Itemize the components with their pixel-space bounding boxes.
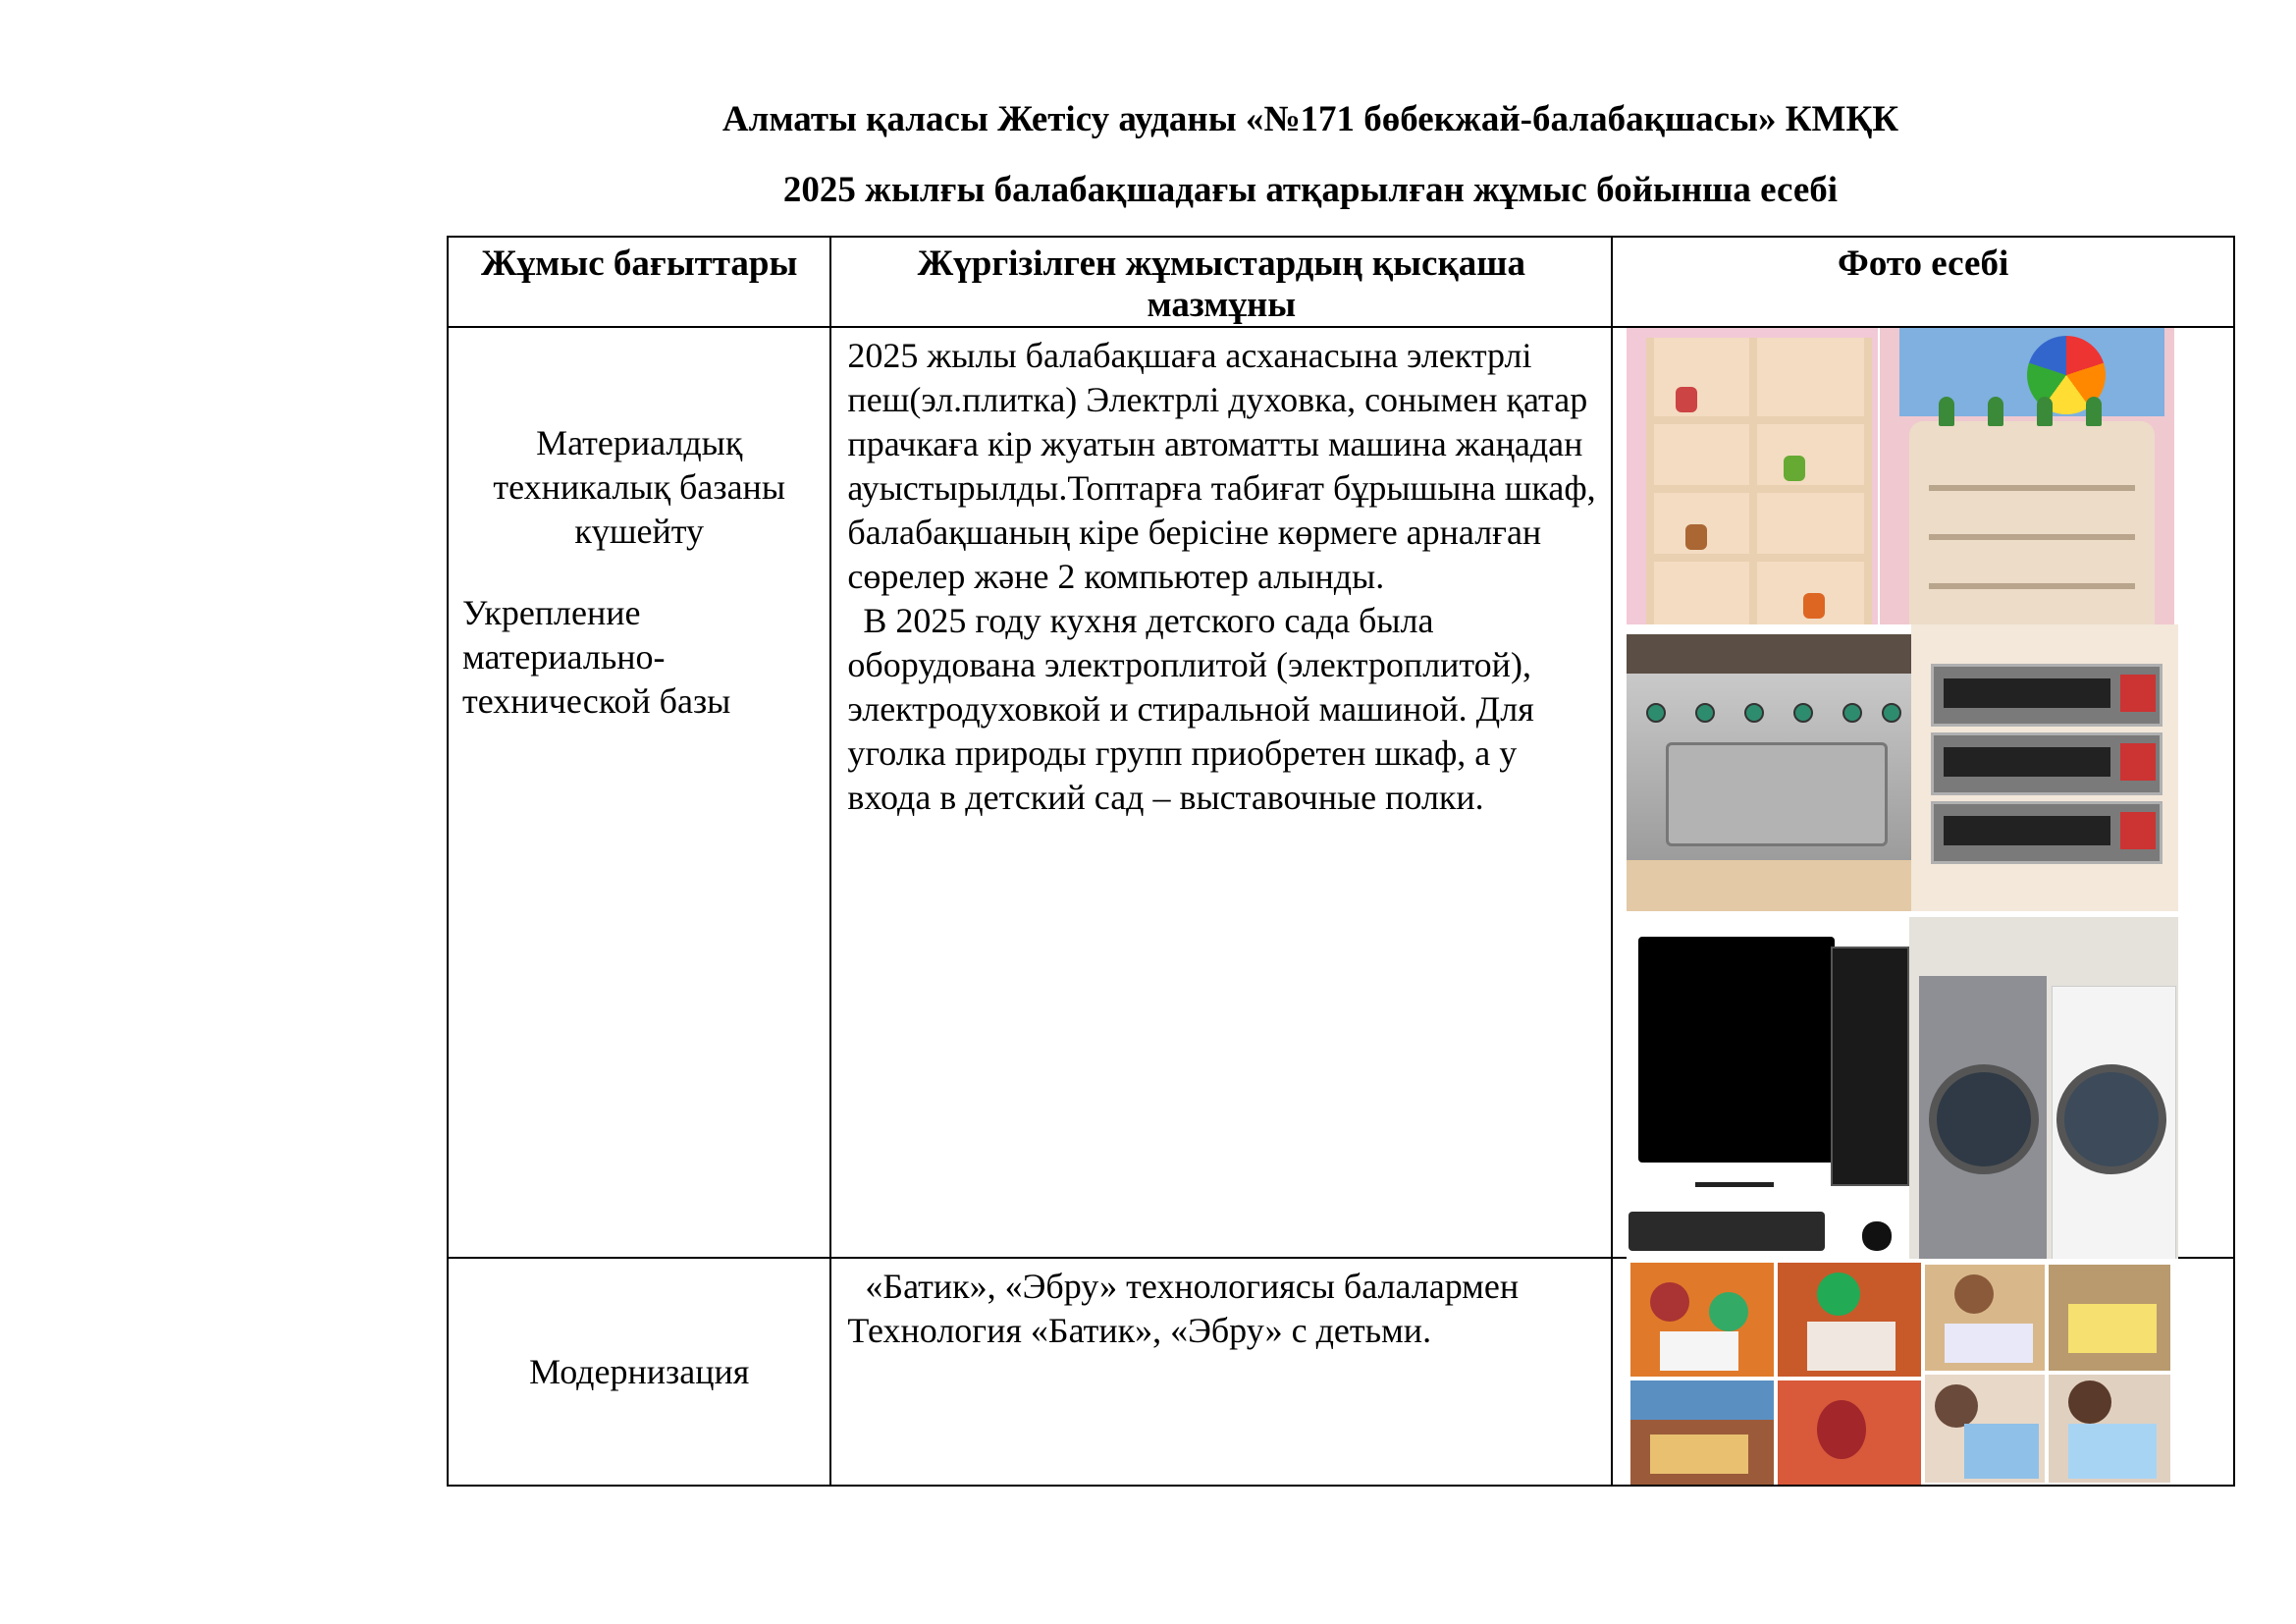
computer-photo <box>1627 917 1909 1259</box>
summary-ru: Технология «Батик», «Эбру» с детьми. <box>847 1311 1432 1350</box>
table-row <box>448 327 2234 1258</box>
summary-cell <box>830 327 1612 1258</box>
direction-cell <box>448 327 830 1258</box>
ebru-photo-collage <box>1925 1265 2170 1483</box>
electric-oven-photo <box>1911 624 2178 911</box>
shelves-photo <box>1627 328 1878 624</box>
report-table <box>447 236 2235 1487</box>
photo-cell <box>1612 327 2234 1258</box>
column-header-summary: Жүргізілген жұмыстардың қысқаша мазмұны <box>830 237 1612 327</box>
photo-cell <box>1612 1258 2234 1486</box>
column-header-photo: Фото есебі <box>1612 237 2234 327</box>
summary-kz: 2025 жылы балабақшаға асханасына электрлі пеш(эл.плитка) Электрлі духовка, сонымен қатар прачкаға кір жуатын автоматты машина жаңадан ауыстырылды.Топтарға табиғат бұрышына шкаф, балабақшаның кіре берісіне көрмеге арналған сөрелер және 2 компьютер алынды. <box>847 336 1596 596</box>
column-header-directions: Жұмыс бағыттары <box>448 237 830 327</box>
direction-kz: Материалдық техникалық базаны күшейту <box>493 423 786 551</box>
summary-cell <box>830 1258 1612 1486</box>
nature-corner-cabinet-photo <box>1880 328 2174 624</box>
summary-ru: В 2025 году кухня детского сада была оборудована электроплитой (электроплитой), электродуховкой и стиральной машиной. Для уголка природы групп приобретен шкаф, а у входа в детский сад – выставочные полки. <box>847 601 1534 817</box>
report-title-line-2: 2025 жылғы балабақшадағы атқарылған жұмыс бойынша есебі <box>782 170 1839 210</box>
direction-cell: Модернизация <box>448 1258 830 1486</box>
table-row <box>448 1258 2234 1486</box>
summary-kz: «Батик», «Эбру» технологиясы балалармен <box>865 1267 1520 1306</box>
report-title-line-1: Алматы қаласы Жетісу ауданы «№171 бөбекжай-балабақшасы» КМҚК <box>721 99 1899 139</box>
table-header-row <box>448 237 2234 327</box>
batik-photo-collage <box>1630 1263 1921 1485</box>
electric-stove-photo <box>1627 634 1911 911</box>
washing-machines-photo <box>1909 917 2178 1259</box>
direction-ru: Укрепление материально-технической базы <box>462 593 731 721</box>
